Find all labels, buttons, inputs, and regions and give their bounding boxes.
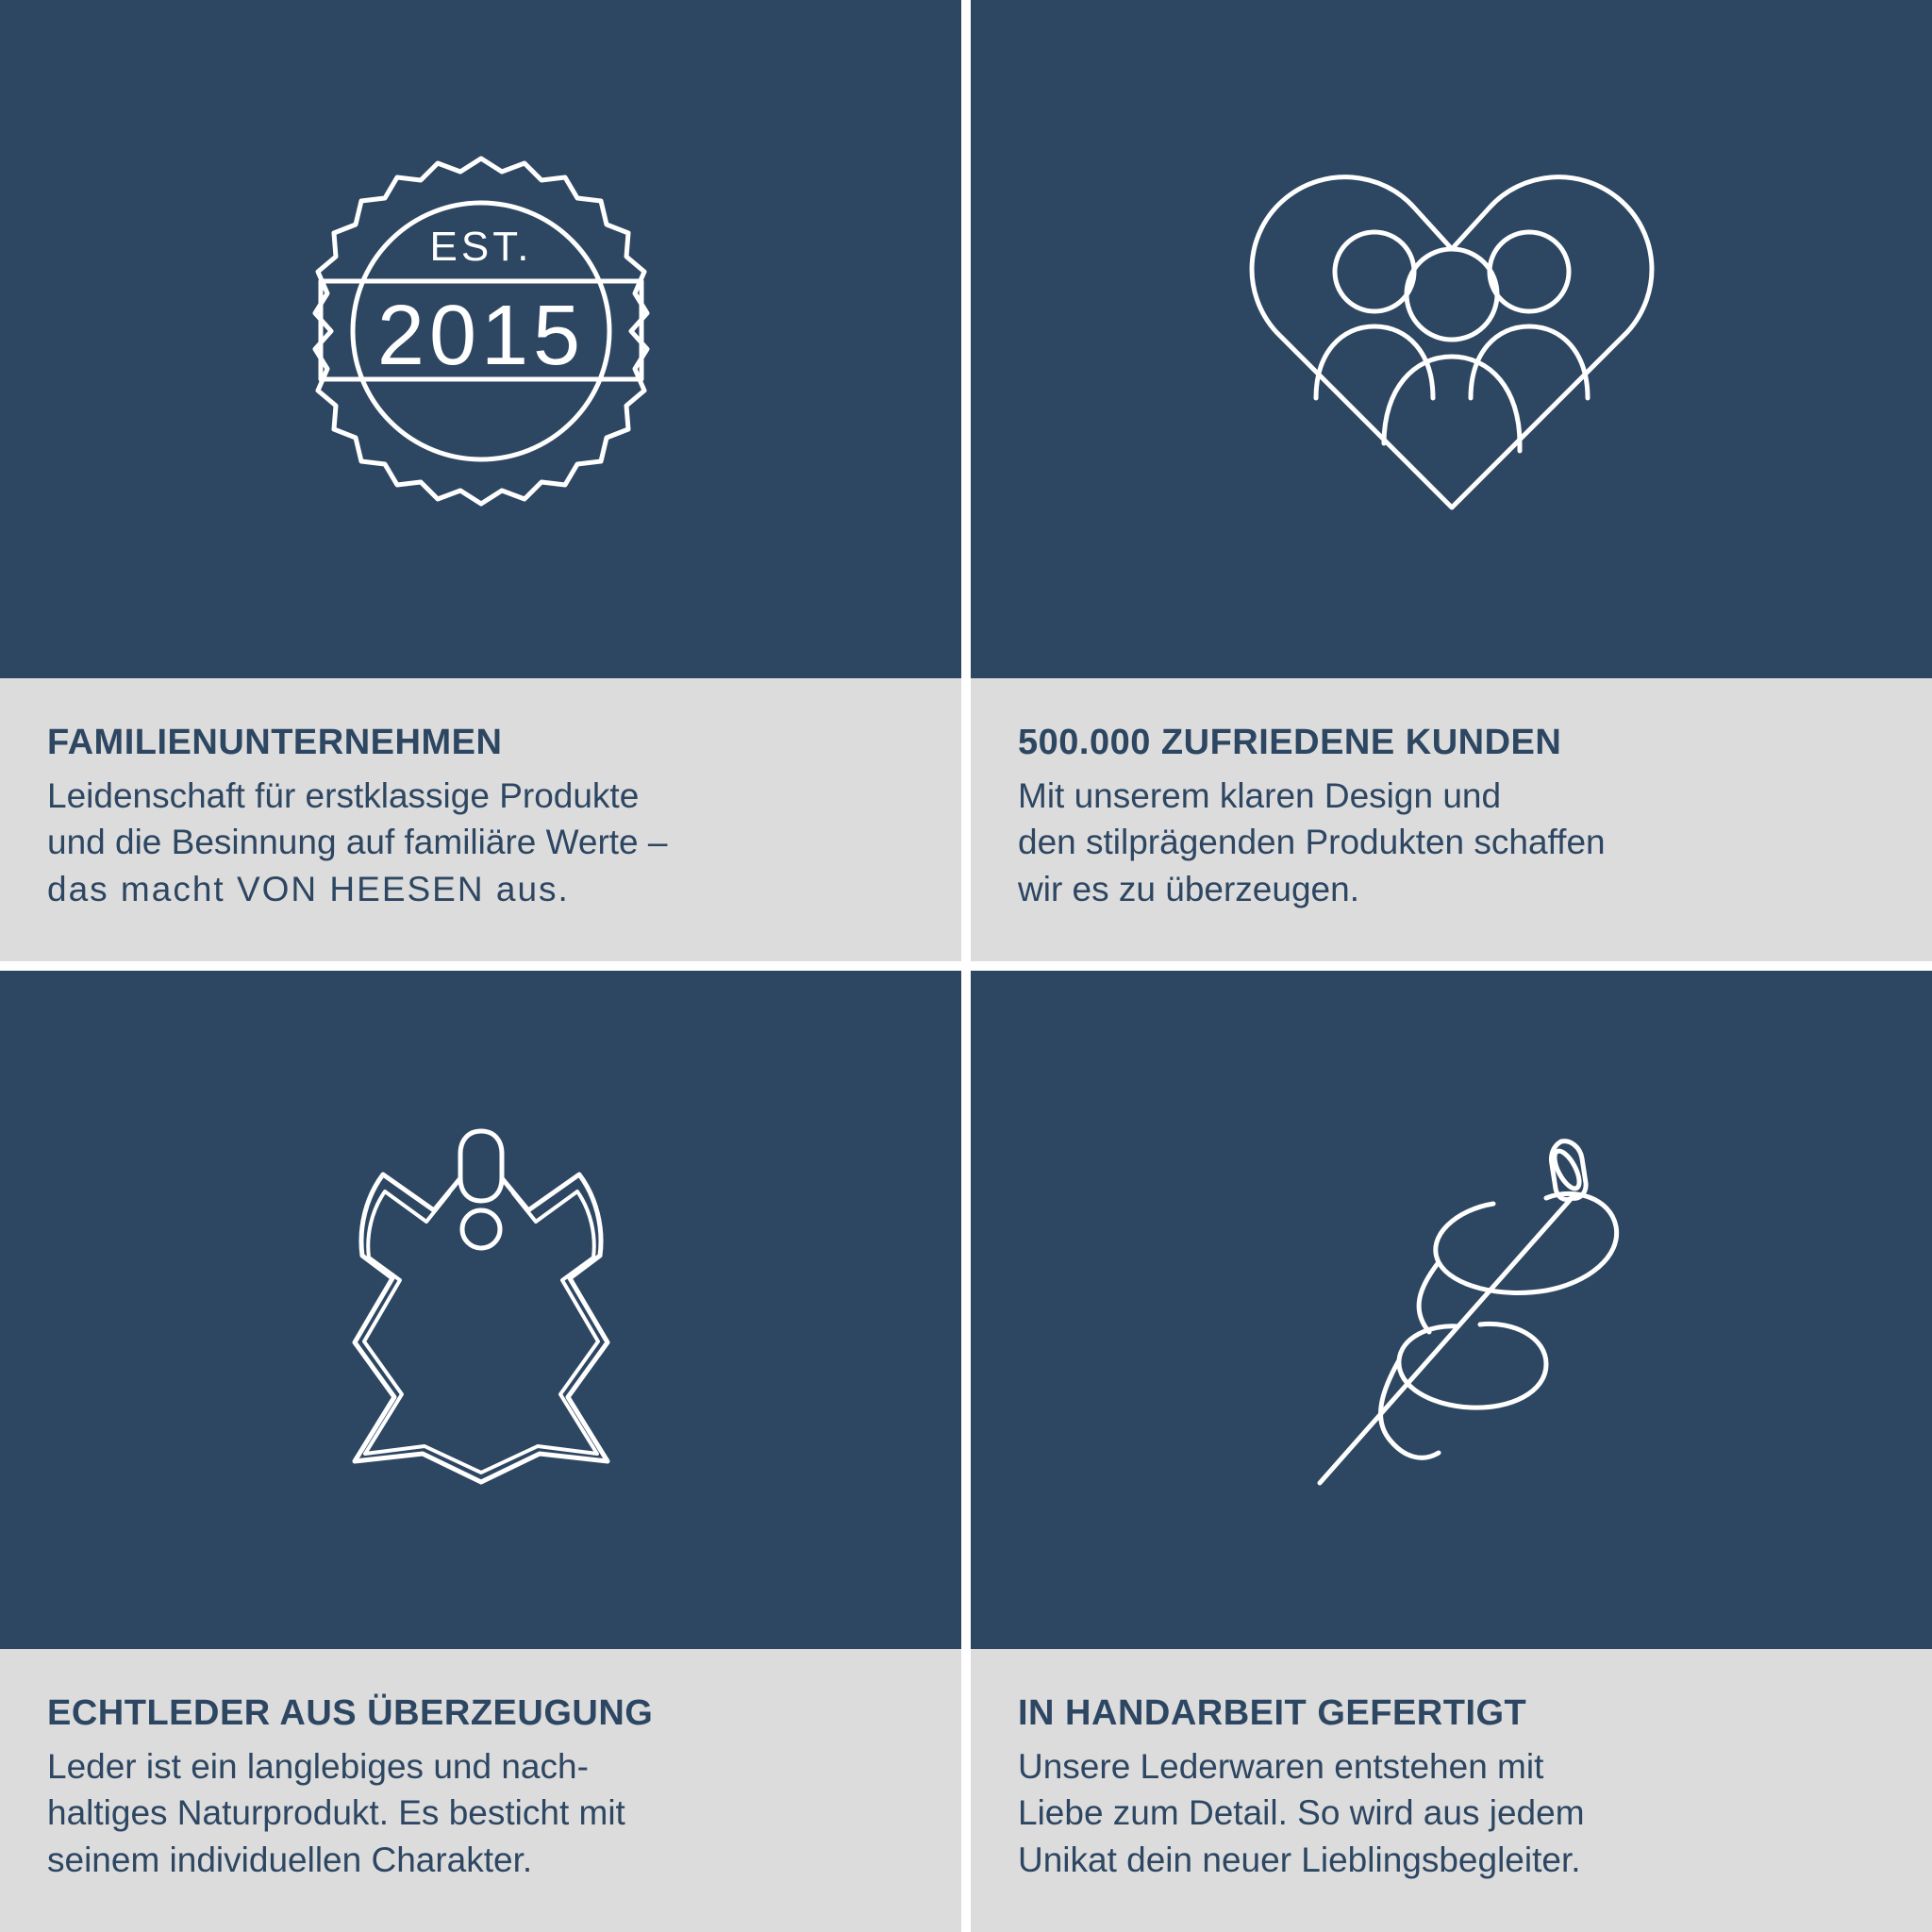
card-title: 500.000 ZUFRIEDENE KUNDEN <box>1018 723 1562 762</box>
card-body-line: Unikat dein neuer Lieblingsbegleiter. <box>1018 1840 1581 1879</box>
card-body-line: Leidenschaft für erstklassige Produkte <box>47 775 640 815</box>
feature-card-handarbeit <box>971 971 1932 1932</box>
card-body-line: und die Besinnung auf familiäre Werte – <box>47 823 668 862</box>
card-body-line: den stilprägenden Produkten schaffen <box>1018 823 1606 862</box>
card-body-line: wir es zu überzeugen. <box>1018 869 1359 908</box>
caption-echtleder <box>0 1649 961 1932</box>
card-body-line: Liebe zum Detail. So wird aus jedem <box>1018 1793 1585 1833</box>
card-body-line: Leder ist ein langlebiges und nach- <box>47 1746 589 1786</box>
leather-hide-tag-icon <box>292 1112 670 1508</box>
card-body <box>1018 773 1885 913</box>
caption-zufriedene-kunden <box>971 678 1932 961</box>
card-title: FAMILIENUNTERNEHMEN <box>47 723 503 762</box>
card-title: ECHTLEDER AUS ÜBERZEUGUNG <box>47 1693 654 1733</box>
card-body <box>47 773 914 913</box>
feature-card-familienunternehmen <box>0 0 961 961</box>
badge-est-label: EST. <box>429 223 532 270</box>
card-body-line: haltiges Naturprodukt. Es besticht mit <box>47 1793 625 1833</box>
card-body-line: das macht VON HEESEN aus. <box>47 869 570 908</box>
caption-handarbeit <box>971 1649 1932 1932</box>
feature-card-echtleder <box>0 971 961 1932</box>
icon-area-leather-hide <box>0 971 961 1649</box>
caption-familienunternehmen <box>0 678 961 961</box>
icon-area-needle-thread <box>971 971 1932 1649</box>
feature-card-zufriedene-kunden <box>971 0 1932 961</box>
card-body-line: Unsere Lederwaren entstehen mit <box>1018 1746 1544 1786</box>
card-body <box>1018 1743 1885 1884</box>
est-2015-badge-icon <box>283 142 679 538</box>
card-body <box>47 1743 914 1884</box>
needle-and-thread-icon <box>1263 1108 1641 1513</box>
heart-with-people-icon <box>1235 151 1669 528</box>
card-title: IN HANDARBEIT GEFERTIGT <box>1018 1693 1527 1733</box>
badge-year-label: 2015 <box>376 288 585 383</box>
icon-area-heart-people <box>971 0 1932 678</box>
icon-area-est-2015 <box>0 0 961 678</box>
card-body-line: seinem individuellen Charakter. <box>47 1840 533 1879</box>
card-body-line: Mit unserem klaren Design und <box>1018 775 1502 815</box>
